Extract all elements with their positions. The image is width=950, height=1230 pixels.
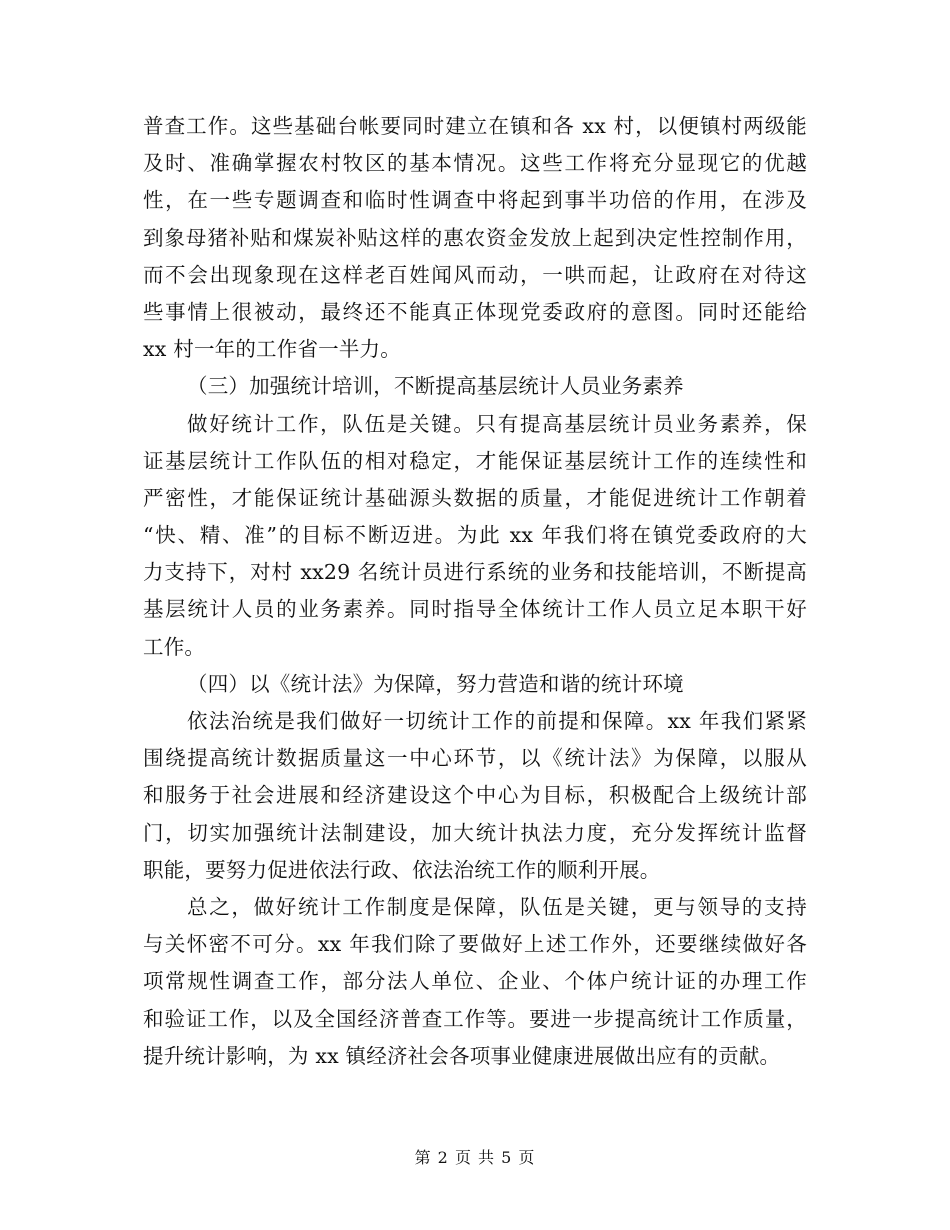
body-line: 及时、准确掌握农村牧区的基本情况。这些工作将充分显现它的优越 (143, 151, 807, 176)
paragraph-first-line: 依法治统是我们做好一切统计工作的前提和保障。xx 年我们紧紧 (187, 709, 807, 733)
body-line: 性，在一些专题调查和临时性调查中将起到事半功倍的作用，在涉及 (143, 188, 807, 213)
body-line: 普查工作。这些基础台帐要同时建立在镇和各 xx 村，以便镇村两级能 (143, 114, 807, 138)
section-heading-4: （四）以《统计法》为保障，努力营造和谐的统计环境 (187, 671, 684, 696)
document-body (143, 108, 807, 1075)
body-line: 些事情上很被动，最终还不能真正体现党委政府的意图。同时还能给 (143, 299, 807, 324)
body-line: 而不会出现象现在这样老百姓闻风而动，一哄而起，让政府在对待这 (143, 262, 807, 287)
body-line: 力支持下，对村 xx29 名统计员进行系统的业务和技能培训，不断提高 (143, 560, 807, 585)
section-heading-3: （三）加强统计培训，不断提高基层统计人员业务素养 (187, 374, 684, 399)
body-line: xx 村一年的工作省一半力。 (143, 337, 401, 362)
body-line: “快、精、准”的目标不断迈进。为此 xx 年我们将在镇党委政府的大 (143, 523, 807, 548)
body-line: 项常规性调查工作，部分法人单位、企业、个体户统计证的办理工作 (143, 969, 807, 994)
body-line: 提升统计影响，为 xx 镇经济社会各项事业健康进展做出应有的贡献。 (143, 1043, 781, 1068)
page-number-footer: 第 2 页 共 5 页 (414, 1148, 536, 1167)
body-line: 证基层统计工作队伍的相对稳定，才能保证基层统计工作的连续性和 (143, 448, 807, 473)
body-line: 与关怀密不可分。xx 年我们除了要做好上述工作外，还要继续做好各 (143, 932, 807, 957)
body-line: 围绕提高统计数据质量这一中心环节，以《统计法》为保障，以服从 (143, 746, 807, 771)
body-line: 工作。 (143, 634, 206, 659)
paragraph-first-line: 做好统计工作，队伍是关键。只有提高基层统计员业务素养，保 (187, 411, 807, 436)
body-line: 基层统计人员的业务素养。同时指导全体统计工作人员立足本职干好 (143, 597, 807, 622)
body-line: 职能，要努力促进依法行政、依法治统工作的顺利开展。 (143, 857, 661, 882)
body-line: 和验证工作，以及全国经济普查工作等。要进一步提高统计工作质量， (143, 1006, 807, 1031)
paragraph-first-line: 总之，做好统计工作制度是保障，队伍是关键，更与领导的支持 (187, 894, 807, 919)
body-line: 门，切实加强统计法制建设，加大统计执法力度，充分发挥统计监督 (143, 820, 807, 845)
body-line: 严密性，才能保证统计基础源头数据的质量，才能促进统计工作朝着 (143, 485, 807, 510)
body-line: 和服务于社会进展和经济建设这个中心为目标，积极配合上级统计部 (143, 783, 807, 808)
body-line: 到象母猪补贴和煤炭补贴这样的惠农资金发放上起到决定性控制作用， (143, 225, 807, 250)
